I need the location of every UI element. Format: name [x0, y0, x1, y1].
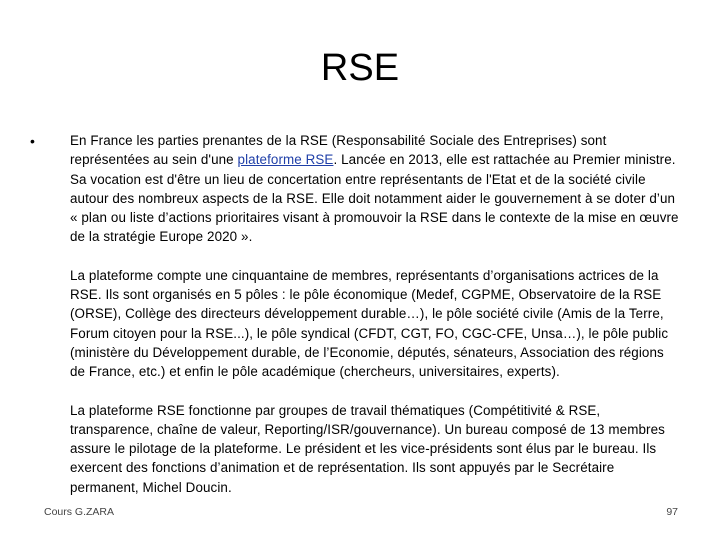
- footer-author: Cours G.ZARA: [44, 506, 115, 518]
- paragraph-members: La plateforme compte une cinquantaine de membres, représentants d’organisations actrices de la RSE. Ils sont organisés en 5 pôles : le pôle économique (Medef, CGPME, Observatoire de la RSE (ORSE), Collège des directeurs développement durable…), le pôle société civile (Amis de la Terre, Forum citoyen pour la RSE...), le pôle syndical (CFDT, CGT, FO, CGC-CFE, Unsa…), le pôle public (ministère du Développement durable, de l’Economie, députés, sénateurs, Association des régions de France, etc.) et enfin le pôle académique (chercheurs, universitaires, experts).: [70, 267, 669, 380]
- plateforme-rse-link[interactable]: plateforme RSE: [237, 152, 334, 168]
- slide-title: RSE: [320, 47, 400, 89]
- paragraph-intro-after-link: . Lancée en 2013, elle est rattachée au Premier ministre. Sa vocation est d'être un lieu de concertation entre représentants de l'Etat et de la société civile autour des nombreux aspects de la RSE. Elle doit notamment aider le gouvernement à se doter d’un « plan ou liste d’actions prioritaires visant à promouvoir la RSE dans le contexte de la mise en œuvre de la stratégie Europe 2020 ».: [70, 152, 679, 245]
- paragraph-intro: [70, 131, 682, 247]
- slide-body: [70, 131, 682, 516]
- footer-page-number: 97: [666, 506, 678, 518]
- paragraph-functioning: La plateforme RSE fonctionne par groupes de travail thématiques (Compétitivité & RSE, transparence, chaîne de valeur, Reporting/ISR/gouvernance). Un bureau composé de 13 membres assure le pilotage de la plateforme. Le président et les vice-présidents sont élus par le bureau. Ils exercent des fonctions d’animation et de représentation. Ils sont appuyés par le Secrétaire permanent, Michel Doucin.: [70, 402, 665, 495]
- paragraph-intro-before-link: En France les parties prenantes de la RSE (Responsabilité Sociale des Entreprises) sont représentées au sein d'une: [70, 133, 607, 168]
- bullet-marker: •: [30, 133, 35, 149]
